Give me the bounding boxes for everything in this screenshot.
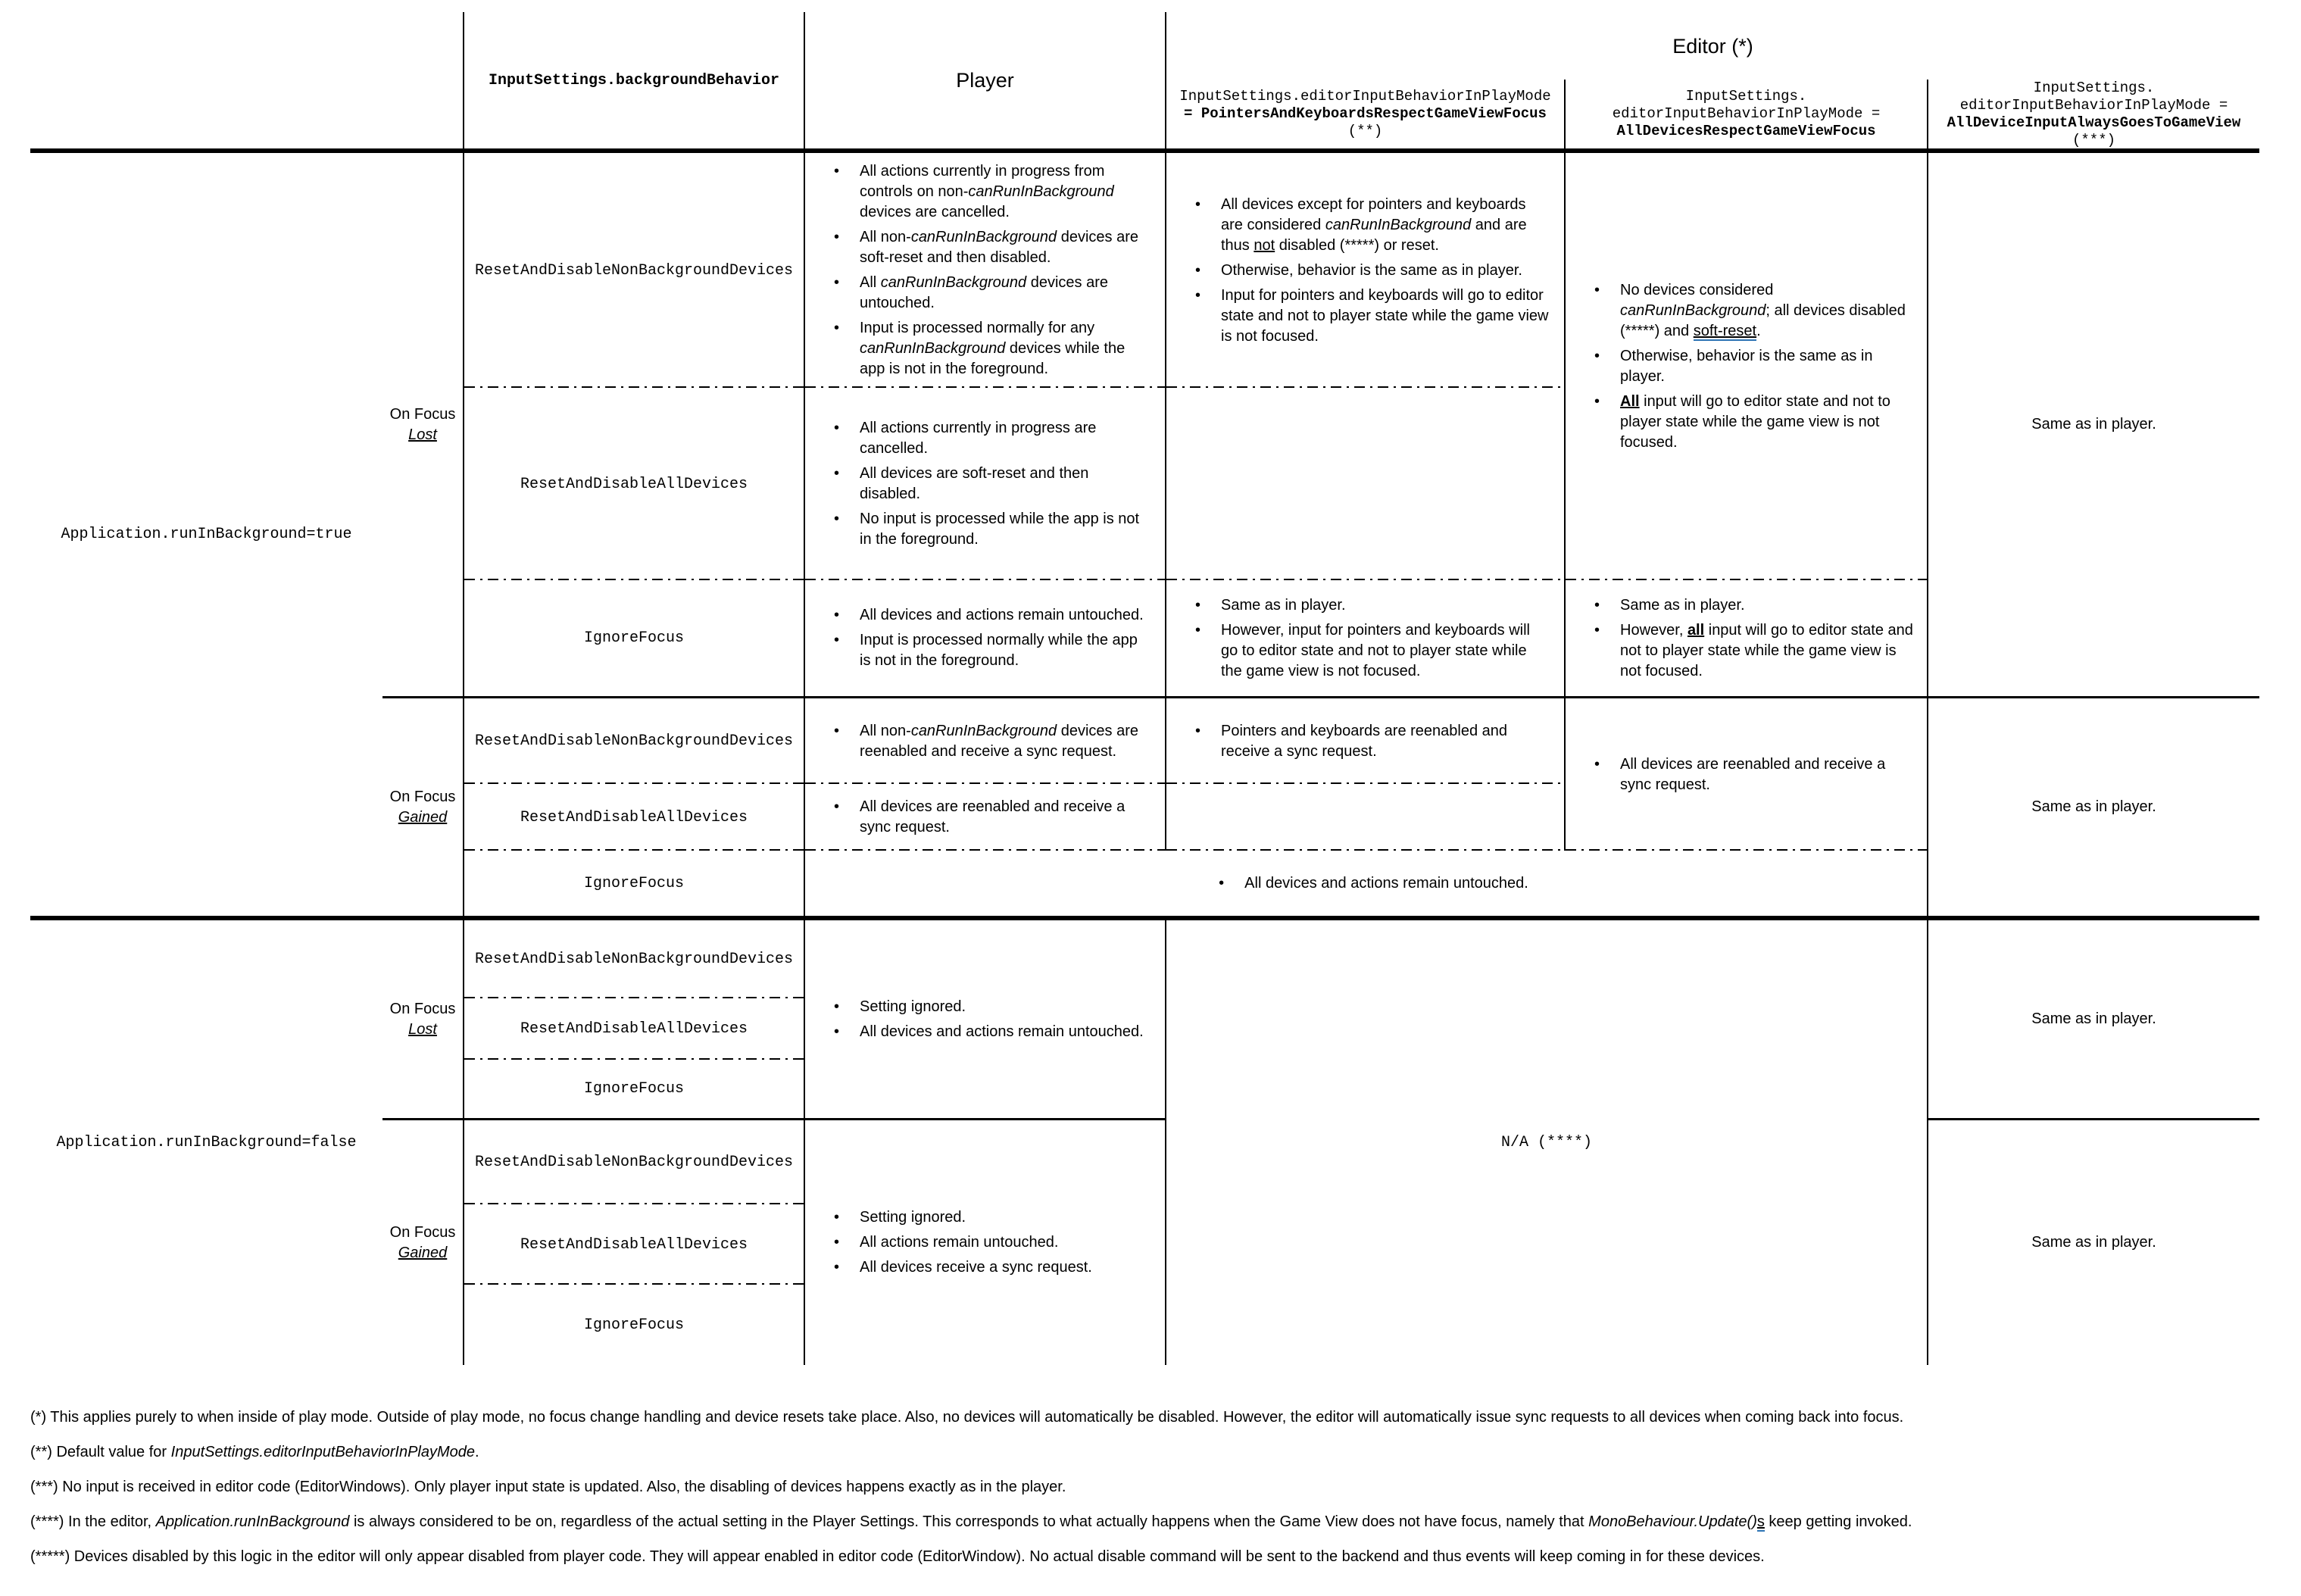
row-label-run-in-background-true: Application.runInBackground=true bbox=[30, 153, 382, 920]
bullet-item bbox=[834, 630, 1151, 671]
bullet-item bbox=[1594, 595, 1913, 616]
cell-player-true-lost-ignore-focus bbox=[804, 580, 1165, 698]
bullet-item bbox=[1195, 286, 1550, 347]
bullet-icon: • bbox=[1594, 393, 1600, 410]
footnote-4: (****) In the editor, Application.runInBackground is always considered to be on, regardless of the actual setting in the Player Settings. This corresponds to what actually happens when the Game View does not have focus, namely that MonoBehaviour.Update()s keep getting invoked. bbox=[30, 1513, 1912, 1530]
header-editor-group bbox=[1165, 12, 2259, 80]
cell-player-true-gained-reset-all bbox=[804, 784, 1165, 851]
bullet-icon: • bbox=[834, 1234, 840, 1251]
bullet-text: Setting ignored. bbox=[860, 1209, 966, 1226]
behavior-false-gained-ignore-focus: IgnoreFocus bbox=[463, 1285, 804, 1365]
line: editorInputBehaviorInPlayMode = bbox=[1612, 105, 1881, 122]
behavior-false-gained-reset-all: ResetAndDisableAllDevices bbox=[463, 1204, 804, 1285]
bullet-icon: • bbox=[1594, 621, 1600, 639]
bullet-item bbox=[834, 418, 1151, 459]
bullet-icon: • bbox=[1219, 874, 1225, 892]
bullet-text: Pointers and keyboards are reenabled and receive a sync request. bbox=[1221, 722, 1508, 760]
bullet-text: All devices are reenabled and receive a sync request. bbox=[1620, 755, 1886, 793]
line: InputSettings. bbox=[1685, 88, 1807, 105]
cell-e2-true-gained bbox=[1564, 698, 1927, 851]
focus-lost-label-false bbox=[382, 920, 463, 1120]
bullet-text: All canRunInBackground devices are untouched. bbox=[860, 274, 1108, 311]
row-label-run-in-background-false: Application.runInBackground=false bbox=[56, 1134, 357, 1151]
bullet-text: All non-canRunInBackground devices are reenabled and receive a sync request. bbox=[860, 722, 1139, 760]
bullet-icon: • bbox=[1594, 348, 1600, 364]
bullet-icon: • bbox=[1195, 195, 1201, 213]
header-player-label: Player bbox=[956, 69, 1014, 92]
bullet-icon: • bbox=[1195, 621, 1201, 639]
behavior-false-gained-reset-non-background: ResetAndDisableNonBackgroundDevices bbox=[463, 1120, 804, 1204]
cell-e2-true-lost bbox=[1564, 153, 1927, 580]
bullet-icon: • bbox=[834, 465, 840, 482]
bullet-text: All devices are reenabled and receive a sync request. bbox=[860, 798, 1126, 835]
header-background-behavior bbox=[463, 12, 804, 153]
bullet-icon: • bbox=[834, 998, 840, 1015]
line: On Focus bbox=[389, 1223, 456, 1241]
behavior-false-lost-reset-non-background: ResetAndDisableNonBackgroundDevices bbox=[463, 920, 804, 998]
footnote-3: (***) No input is received in editor code (EditorWindows). Only player input state is updated. Also, the disabling of devices happens exactly as in the player. bbox=[30, 1479, 1066, 1495]
bullet-item bbox=[1195, 620, 1550, 682]
header-editor-pointers-keyboards bbox=[1165, 80, 1564, 153]
bullet-item bbox=[1195, 595, 1550, 616]
bullet-icon: • bbox=[1594, 755, 1600, 773]
bullet-text: All non-canRunInBackground devices are soft-reset and then disabled. bbox=[860, 229, 1139, 266]
cell-e1-true-lost-ignore-focus bbox=[1165, 580, 1564, 698]
line: Lost bbox=[408, 426, 437, 443]
line: On Focus bbox=[389, 405, 456, 423]
bullet-text: No input is processed while the app is not in the foreground. bbox=[860, 511, 1140, 548]
bullet-text: All actions currently in progress from controls on non-canRunInBackground devices are cancelled. bbox=[860, 163, 1114, 220]
cell-editor-false-na: N/A (****) bbox=[1165, 920, 1927, 1365]
bullet-text: All devices and actions remain untouched. bbox=[1244, 874, 1528, 892]
behavior-true-gained-ignore-focus: IgnoreFocus bbox=[463, 851, 804, 920]
header-editor-group-label: Editor (*) bbox=[1672, 34, 1753, 58]
bullet-text: Setting ignored. bbox=[860, 998, 966, 1015]
bullet-icon: • bbox=[834, 229, 840, 245]
behavior-true-gained-reset-all: ResetAndDisableAllDevices bbox=[463, 784, 804, 851]
bullet-icon: • bbox=[834, 1023, 840, 1040]
line: (***) bbox=[2072, 131, 2115, 148]
cell-e1-true-lost-reset-all-empty bbox=[1165, 388, 1564, 580]
cell-e1-true-gained-reset-non-background bbox=[1165, 698, 1564, 784]
bullet-icon: • bbox=[834, 511, 840, 527]
bullet-icon: • bbox=[1195, 722, 1201, 739]
bullet-text: All input will go to editor state and not to player state while the game view is not focused. bbox=[1620, 393, 1890, 451]
header-empty-focus bbox=[382, 12, 463, 153]
bullet-text: All devices and actions remain untouched. bbox=[860, 1023, 1144, 1040]
bullet-item bbox=[1594, 620, 1913, 682]
bullet-text: Input for pointers and keyboards will go to editor state and not to player state while the game view is not focused. bbox=[1221, 286, 1549, 345]
line: InputSettings. bbox=[2033, 79, 2155, 96]
bullet-text: Same as in player. bbox=[1221, 596, 1346, 614]
cell-e2-true-lost-ignore-focus bbox=[1564, 580, 1927, 698]
bullet-item bbox=[834, 873, 1913, 894]
bullet-text: All devices and actions remain untouched. bbox=[860, 607, 1144, 623]
header-editor-all-devices-respect bbox=[1564, 80, 1927, 153]
bullet-item bbox=[1594, 346, 1913, 387]
line: (**) bbox=[1347, 123, 1383, 139]
header-empty-rib bbox=[30, 12, 382, 153]
bullet-item bbox=[834, 605, 1151, 626]
line: Lost bbox=[408, 1020, 437, 1038]
bullet-icon: • bbox=[834, 274, 840, 291]
bullet-text: All actions currently in progress are cancelled. bbox=[860, 420, 1097, 457]
line: Gained bbox=[398, 1244, 448, 1261]
behavior-false-lost-reset-all: ResetAndDisableAllDevices bbox=[463, 998, 804, 1060]
bullet-text: All devices receive a sync request. bbox=[860, 1259, 1092, 1276]
bullet-item bbox=[1594, 392, 1913, 453]
bullet-text: All actions remain untouched. bbox=[860, 1234, 1059, 1251]
focus-gained-label-true bbox=[382, 698, 463, 920]
bullet-icon: • bbox=[834, 798, 840, 815]
cell-player-true-lost-reset-non-background bbox=[804, 153, 1165, 388]
bullet-icon: • bbox=[834, 607, 840, 623]
bullet-item bbox=[834, 1207, 1151, 1228]
bullet-text: Same as in player. bbox=[1620, 596, 1745, 614]
cell-e3-true-gained-same-as-player: Same as in player. bbox=[1927, 698, 2259, 920]
behavior-true-gained-reset-non-background: ResetAndDisableNonBackgroundDevices bbox=[463, 698, 804, 784]
bullet-text: All devices except for pointers and keyboards are considered canRunInBackground and are thus not disabled (*****) or reset. bbox=[1221, 195, 1527, 254]
bullet-text: Input is processed normally while the app is not in the foreground. bbox=[860, 632, 1138, 669]
cell-player-false-gained bbox=[804, 1120, 1165, 1365]
bullet-text: However, all input will go to editor state and not to player state while the game view is not focused. bbox=[1620, 621, 1913, 679]
background-behavior-table bbox=[30, 12, 2301, 1365]
line: On Focus bbox=[389, 788, 456, 805]
header-background-behavior-label: InputSettings.backgroundBehavior bbox=[488, 71, 780, 89]
cell-true-gained-ignore-focus-merged bbox=[804, 851, 1927, 920]
line: AllDeviceInputAlwaysGoesToGameView bbox=[1947, 114, 2241, 131]
bullet-item bbox=[834, 997, 1151, 1017]
bullet-item bbox=[834, 1022, 1151, 1042]
bullet-text: Otherwise, behavior is the same as in player. bbox=[1221, 261, 1522, 279]
bullet-icon: • bbox=[834, 632, 840, 648]
bullet-text: Otherwise, behavior is the same as in player. bbox=[1620, 348, 1873, 385]
bullet-text: All devices are soft-reset and then disabled. bbox=[860, 465, 1089, 502]
bullet-item bbox=[1594, 280, 1913, 342]
bullet-icon: • bbox=[834, 1209, 840, 1226]
behavior-true-lost-reset-non-background: ResetAndDisableNonBackgroundDevices bbox=[463, 153, 804, 388]
bullet-item bbox=[834, 1257, 1151, 1278]
behavior-true-lost-ignore-focus: IgnoreFocus bbox=[463, 580, 804, 698]
cell-e3-false-lost-same-as-player: Same as in player. bbox=[1927, 920, 2259, 1120]
bullet-icon: • bbox=[834, 1259, 840, 1276]
cell-e1-true-gained-reset-all-empty bbox=[1165, 784, 1564, 851]
bullet-item bbox=[834, 721, 1151, 762]
bullet-item bbox=[1195, 261, 1550, 281]
cell-e1-true-lost-reset-non-background bbox=[1165, 153, 1564, 388]
bullet-item bbox=[834, 161, 1151, 223]
cell-player-true-gained-reset-non-background bbox=[804, 698, 1165, 784]
bullet-icon: • bbox=[834, 320, 840, 336]
bullet-item bbox=[834, 509, 1151, 550]
line: editorInputBehaviorInPlayMode = bbox=[1959, 96, 2228, 114]
bullet-item bbox=[1195, 195, 1550, 256]
cell-e3-true-lost-same-as-player: Same as in player. bbox=[1927, 153, 2259, 698]
cell-e3-false-gained-same-as-player: Same as in player. bbox=[1927, 1120, 2259, 1365]
bullet-item bbox=[1195, 721, 1550, 762]
header-editor-all-input-gameview bbox=[1927, 80, 2259, 153]
bullet-item bbox=[834, 797, 1151, 838]
behavior-false-lost-ignore-focus: IgnoreFocus bbox=[463, 1060, 804, 1120]
focus-lost-label-true bbox=[382, 153, 463, 698]
header-player bbox=[804, 12, 1165, 153]
cell-player-true-lost-reset-all bbox=[804, 388, 1165, 580]
bullet-icon: • bbox=[834, 420, 840, 436]
line: = PointersAndKeyboardsRespectGameViewFocus bbox=[1184, 105, 1547, 122]
cell-player-false-lost bbox=[804, 920, 1165, 1120]
behavior-true-lost-reset-all: ResetAndDisableAllDevices bbox=[463, 388, 804, 580]
footnote-1: (*) This applies purely to when inside of play mode. Outside of play mode, no focus change handling and device resets take place. Also, no devices will automatically be disabled. However, the editor will automatically issue sync requests to all devices when coming back into focus. bbox=[30, 1409, 1904, 1426]
bullet-item bbox=[834, 1232, 1151, 1253]
bullet-text: However, input for pointers and keyboards will go to editor state and not to player state while the game view is not focused. bbox=[1221, 621, 1530, 679]
footnote-5: (*****) Devices disabled by this logic in the editor will only appear disabled from player code. They will appear enabled in editor code (EditorWindow). No actual disable command will be sent to the backend and thus events will keep coming in for these devices. bbox=[30, 1548, 1765, 1565]
footnote-2: (**) Default value for InputSettings.editorInputBehaviorInPlayMode. bbox=[30, 1444, 479, 1460]
bullet-icon: • bbox=[1195, 596, 1201, 614]
line: InputSettings.editorInputBehaviorInPlayMode bbox=[1179, 88, 1551, 105]
bullet-icon: • bbox=[1195, 261, 1201, 279]
bullet-item bbox=[1594, 754, 1913, 795]
line: Gained bbox=[398, 808, 448, 826]
focus-gained-label-false bbox=[382, 1120, 463, 1365]
bullet-item bbox=[834, 464, 1151, 504]
line: On Focus bbox=[389, 1000, 456, 1017]
bullet-item bbox=[834, 273, 1151, 314]
footnotes bbox=[30, 1407, 2272, 1566]
bullet-item bbox=[834, 227, 1151, 268]
line: AllDevicesRespectGameViewFocus bbox=[1616, 123, 1876, 139]
bullet-item bbox=[834, 318, 1151, 379]
bullet-icon: • bbox=[1195, 286, 1201, 304]
bullet-icon: • bbox=[834, 722, 840, 739]
bullet-icon: • bbox=[834, 163, 840, 180]
bullet-text: Input is processed normally for any canRunInBackground devices while the app is not in the foreground. bbox=[860, 320, 1126, 377]
bullet-icon: • bbox=[1594, 282, 1600, 298]
bullet-icon: • bbox=[1594, 596, 1600, 614]
bullet-text: No devices considered canRunInBackground; all devices disabled (*****) and soft-reset. bbox=[1620, 282, 1906, 339]
